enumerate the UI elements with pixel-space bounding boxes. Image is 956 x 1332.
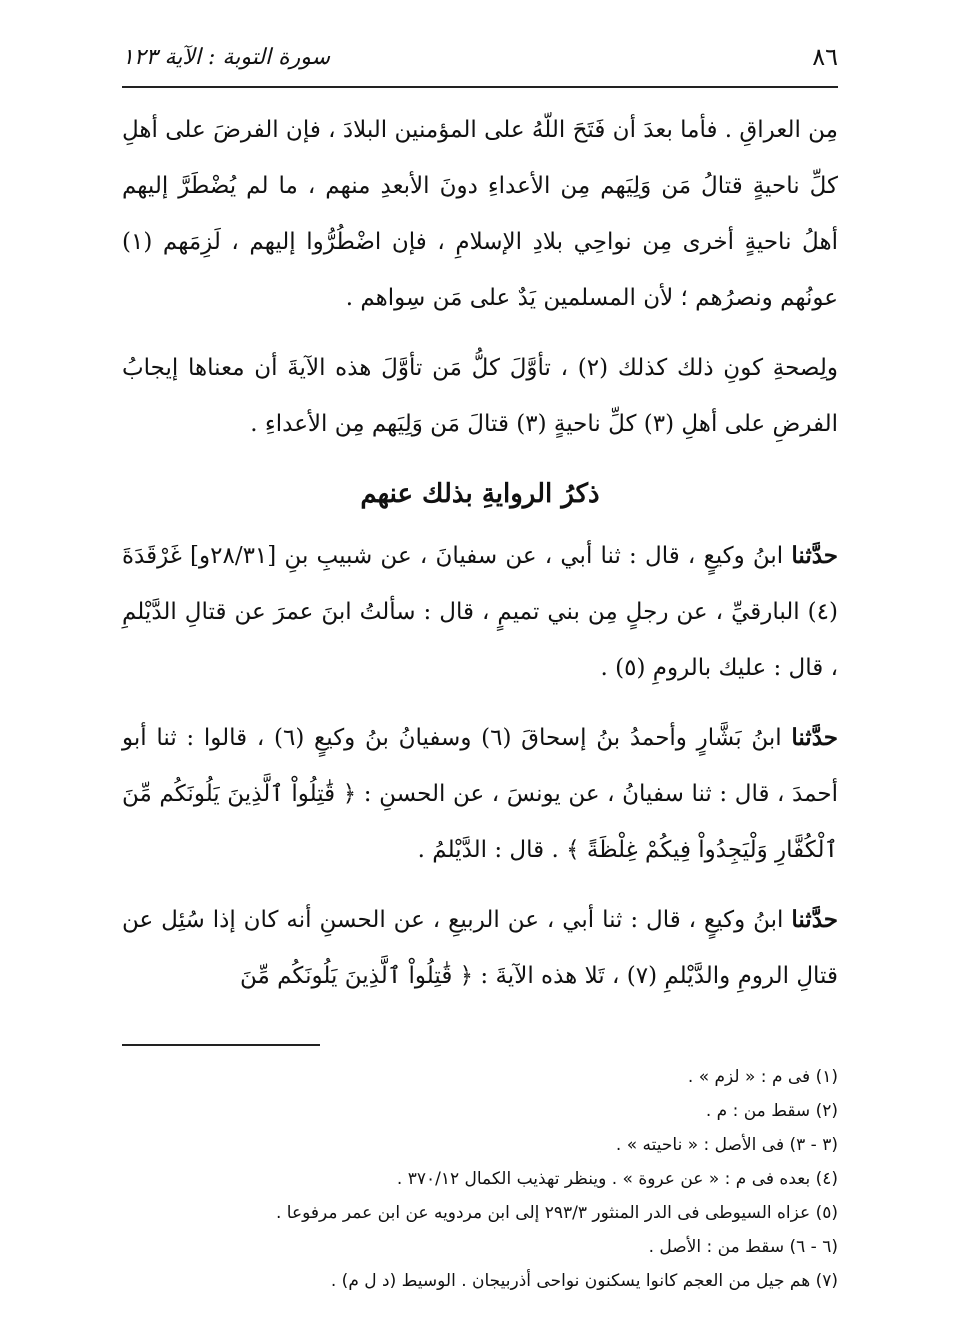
footnote-separator <box>122 1018 838 1060</box>
narration-lead: حدَّثنا <box>791 906 838 933</box>
footnote: (٣ - ٣) فى الأصل : « ناحيته » . <box>615 1135 838 1155</box>
running-title: سورة التوبة : الآية ١٢٣ <box>122 44 331 70</box>
page-number: ٨٦ <box>812 43 838 71</box>
footnote: (١) فى م : « لزم » . <box>687 1067 838 1087</box>
narration-paragraph <box>122 528 838 696</box>
body-paragraph: مِن العراقِ . فأما بعدَ أن فَتَحَ اللّهُ على المؤمنين البلادَ ، فإن الفرضَ على أهلِ كلِّ ناحيةٍ قتالُ مَن وَلِيَهم مِن الأعداءِ دونَ الأبعدِ منهم ، ما لم يُضْطَرَّ إليهم أهلُ ناحيةٍ أخرى مِن نواحِي بلادِ الإسلامِ ، فإن اضْطُرُّوا إليهم ، لَزِمَهم (١) عونُهم ونصرُهم ؛ لأن المسلمين يَدٌ على مَن سِواهم . <box>122 117 838 311</box>
footnote-rule <box>122 1044 320 1046</box>
narration-text: ابنُ وكيعٍ ، قال : ثنا أبي ، عن سفيانَ ، عن شبيبِ بنِ [٢٨/٣١و] غَرْقَدَةَ (٤) البارقيِّ ، عن رجلٍ مِن بني تميمٍ ، قال : سألتُ ابنَ عمرَ عن قتالِ الدَّيْلمِ ، قال : عليك بالرومِ (٥) . <box>122 543 838 681</box>
narration-text: ابنُ بَشَّارٍ وأحمدُ بنُ إسحاقَ (٦) وسفيانُ بنُ وكيعٍ (٦) ، قالوا : ثنا أبو أحمدَ ، قال : ثنا سفيانُ ، عن يونسَ ، عن الحسنِ : ﴿ قَٰتِلُواْ ٱلَّذِينَ يَلُونَكُم مِّنَ ٱلْكُفَّارِ وَلْيَجِدُواْ فِيكُمْ غِلْظَةً ﴾ . قال : الدَّيْلمُ . <box>122 725 838 863</box>
page-header <box>122 34 838 80</box>
footnote: (٤) بعده فى م : « عن عروة » . وينظر تهذيب الكمال ٣٧٠/١٢ . <box>396 1169 838 1189</box>
narration-paragraph <box>122 710 838 878</box>
body-paragraph: ولِصحةِ كونِ ذلك كذلك (٢) ، تأوَّلَ كلُّ مَن تأوَّلَ هذه الآيةَ أن معناها إيجابُ الفرضِ على أهلِ (٣) كلِّ ناحيةٍ (٣) قتالَ مَن وَلِيَهم مِن الأعداءِ . <box>122 355 838 437</box>
narration-lead: حدَّثنا <box>791 724 838 751</box>
narration-lead: حدَّثنا <box>791 542 839 569</box>
narration-paragraph <box>122 892 838 1004</box>
footnotes-list <box>122 1060 838 1298</box>
footnote: (٧) هم جيل من العجم كانوا يسكنون نواحى أذربيجان . الوسيط (د ل م) . <box>330 1271 838 1291</box>
narration-text: ابنُ وكيعٍ ، قال : ثنا أبي ، عن الربيعِ ، عن الحسنِ أنه كان إذا سُئِل عن قتالِ الرومِ والدَّيْلمِ (٧) ، تَلا هذه الآيةَ : ﴿ قَٰتِلُواْ ٱلَّذِينَ يَلُونَكُم مِّنَ <box>122 907 838 989</box>
footnote: (٢) سقط من : م . <box>705 1101 838 1121</box>
header-rule <box>122 86 838 88</box>
footnote: (٦ - ٦) سقط من : الأصل . <box>648 1237 838 1257</box>
footnote: (٥) عزاه السيوطى فى الدر المنثور ٢٩٣/٣ إلى ابن مردويه عن ابن عمر مرفوعا . <box>275 1203 838 1223</box>
section-heading: ذكرُ الروايةِ بذلك عنهم <box>360 479 600 509</box>
